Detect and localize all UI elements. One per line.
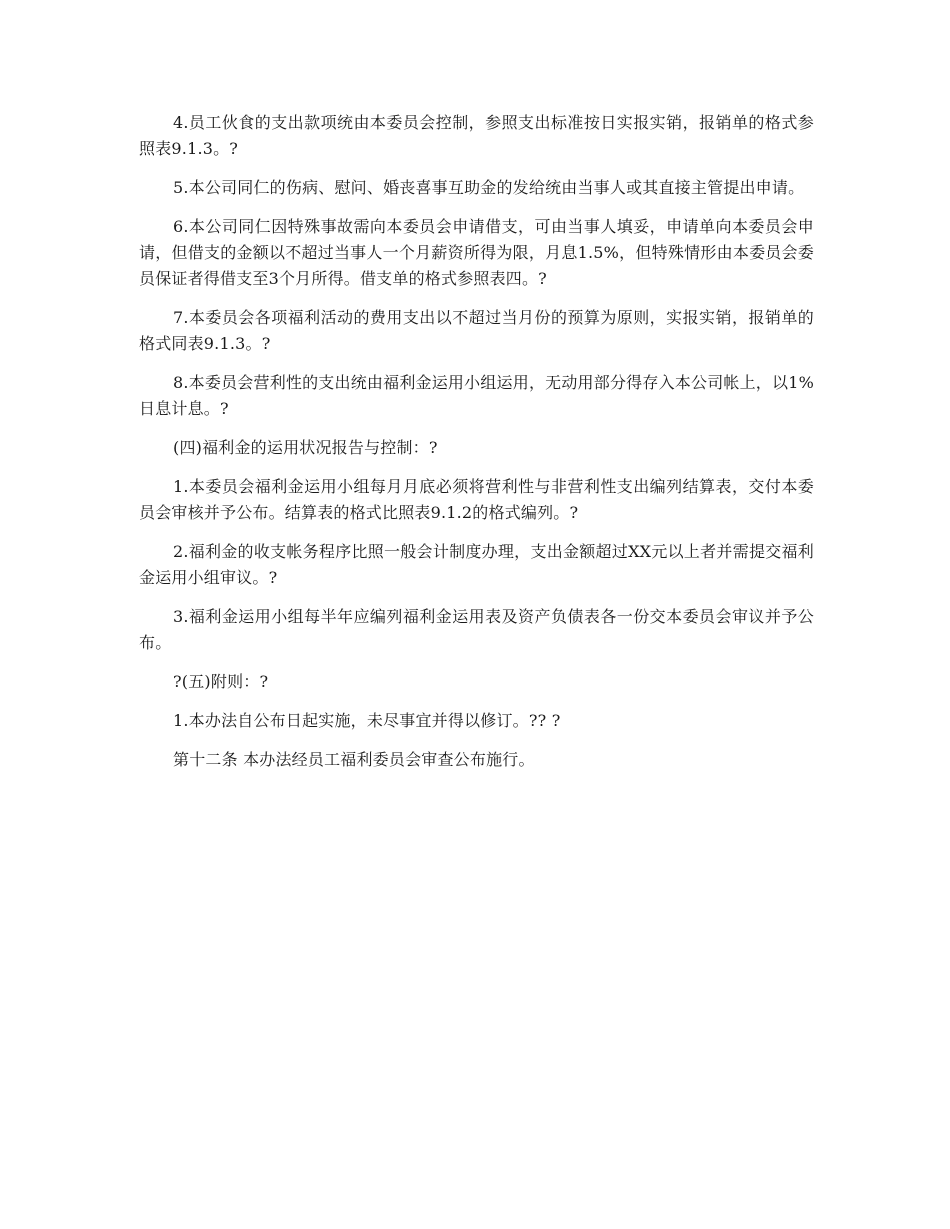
paragraph-item-8: 8.本委员会营利性的支出统由福利金运用小组运用，无动用部分得存入本公司帐上，以1%日息计息。?	[139, 373, 814, 418]
paragraph-item-6: 6.本公司同仁因特殊事故需向本委员会申请借支，可由当事人填妥，申请单向本委员会申请，但借支的金额以不超过当事人一个月薪资所得为限，月息1.5%，但特殊情形由本委员会委员保证者得借支至3个月所得。借支单的格式参照表四。?	[139, 217, 814, 288]
paragraph-item-4-2: 2.福利金的收支帐务程序比照一般会计制度办理，支出金额超过XX元以上者并需提交福利金运用小组审议。?	[139, 542, 814, 587]
paragraph-item-5: 5.本公司同仁的伤病、慰问、婚丧喜事互助金的发给统由当事人或其直接主管提出申请。	[173, 178, 805, 197]
section-heading-5: ?(五)附则：?	[173, 672, 269, 691]
paragraph-item-7: 7.本委员会各项福利活动的费用支出以不超过当月份的预算为原则，实报实销，报销单的格式同表9.1.3。?	[139, 308, 814, 353]
document-body	[139, 110, 814, 786]
article-12: 第十二条 本办法经员工福利委员会审查公布施行。	[173, 750, 535, 769]
paragraph-item-4-3: 3.福利金运用小组每半年应编列福利金运用表及资产负债表各一份交本委员会审议并予公布。	[139, 607, 814, 652]
paragraph-item-5-1: 1.本办法自公布日起实施，未尽事宜并得以修订。?? ?	[173, 711, 561, 730]
paragraph-item-4: 4.员工伙食的支出款项统由本委员会控制，参照支出标准按日实报实销，报销单的格式参照表9.1.3。?	[139, 113, 814, 158]
section-heading-4: (四)福利金的运用状况报告与控制：?	[173, 438, 438, 457]
paragraph-item-4-1: 1.本委员会福利金运用小组每月月底必须将营利性与非营利性支出编列结算表，交付本委员会审核并予公布。结算表的格式比照表9.1.2的格式编列。?	[139, 477, 814, 522]
